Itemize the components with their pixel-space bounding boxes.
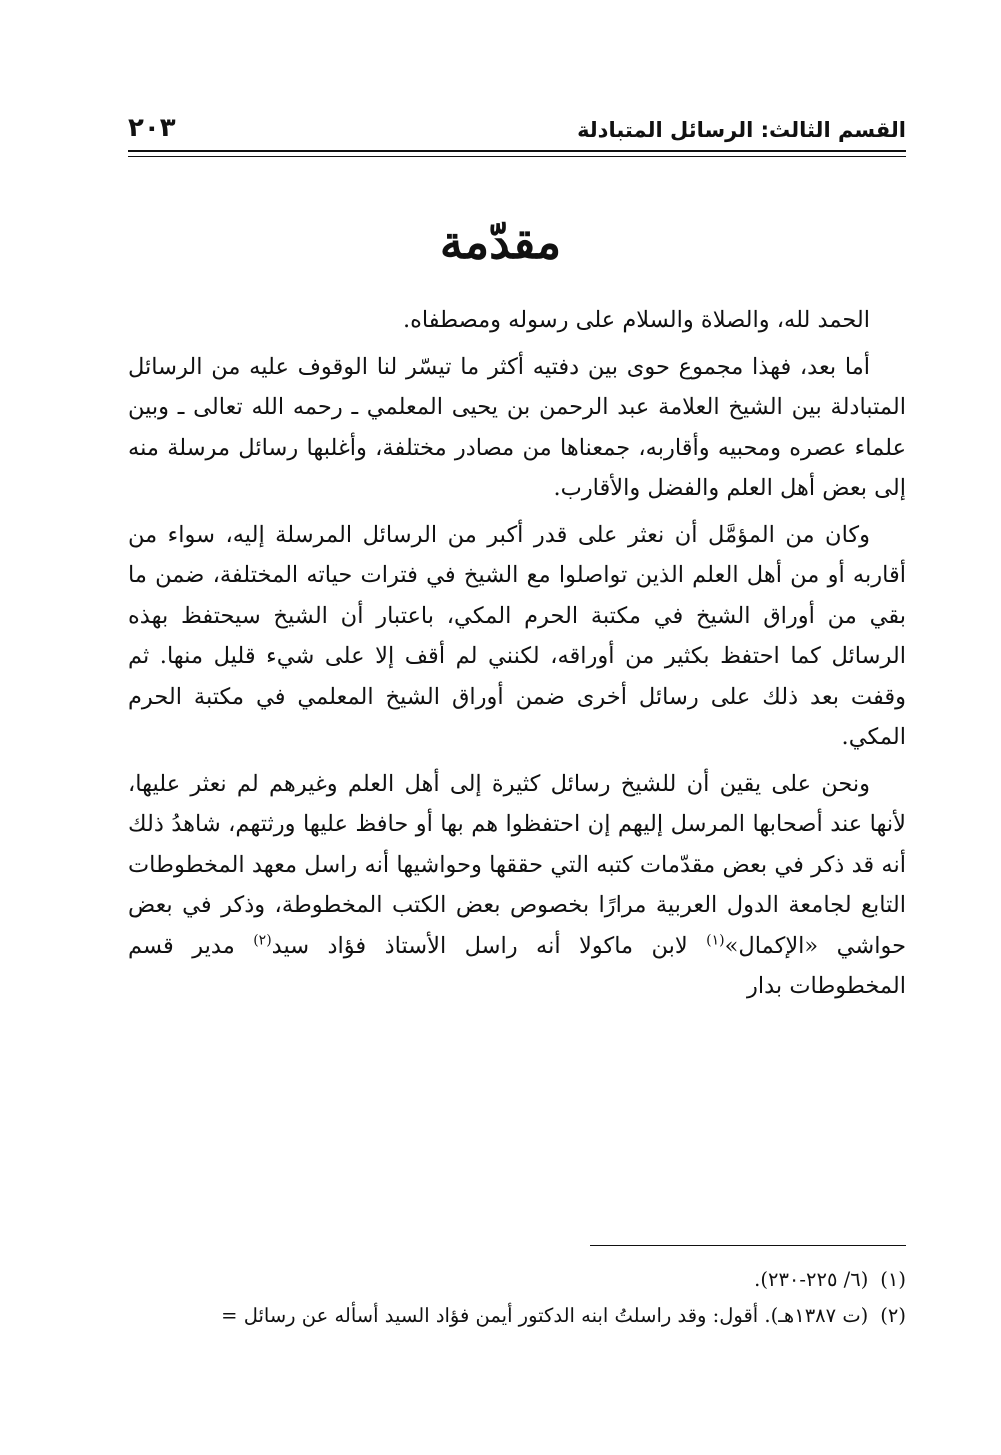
paragraph-3: وكان من المؤمَّل أن نعثر على قدر أكبر من الرسائل المرسلة إليه، سواء من أقاربه أو من أهل العلم الذين تواصلوا مع الشيخ في فترات حياته المختلفة، ضمن ما بقي من أوراق الشيخ في مكتبة الحرم المكي، باعتبار أن الشيخ سيحتفظ بهذه الرسائل كما احتفظ بكثير من أوراقه، لكنني لم أقف إلا على شيء قليل منها. ثم وقفت بعد ذلك على رسائل أخرى ضمن أوراق الشيخ المعلمي في مكتبة الحرم المكي. — [128, 521, 906, 750]
paragraph-4 — [128, 764, 906, 1007]
page-number: ٢٠٣ — [128, 113, 176, 143]
footnote-2-number: (٢) — [880, 1304, 906, 1327]
section-title: القسم الثالث: الرسائل المتبادلة — [577, 118, 906, 142]
chapter-title: مقدّمة — [439, 215, 562, 269]
body-text — [128, 300, 906, 1007]
paragraph-4-part-2: لابن ماكولا أنه راسل الأستاذ فؤاد سيد — [271, 932, 707, 959]
footnote-2 — [100, 1298, 906, 1334]
paragraph-2: أما بعد، فهذا مجموع حوى بين دفتيه أكثر ما تيسّر لنا الوقوف عليه من الرسائل المتبادلة بين الشيخ العلامة عبد الرحمن بن يحيى المعلمي ـ رحمه الله تعالى ـ وبين علماء عصره ومحبيه وأقاربه، جمعناها من مصادر مختلفة، وأغلبها رسائل مرسلة منه إلى بعض أهل العلم والفضل والأقارب. — [128, 353, 906, 501]
footnote-ref-2[interactable]: (٢) — [253, 932, 272, 948]
paragraph-1: الحمد لله، والصلاة والسلام على رسوله ومصطفاه. — [402, 307, 870, 333]
footnote-separator — [590, 1245, 906, 1246]
footnotes — [100, 1262, 906, 1334]
footnote-ref-1[interactable]: (١) — [706, 932, 725, 948]
header-rule — [128, 150, 906, 152]
footnote-1 — [100, 1262, 906, 1298]
paragraph-4-part-3: مدير قسم المخطوطات بدار — [128, 932, 906, 999]
paragraph-4-part-1: ونحن على يقين أن للشيخ رسائل كثيرة إلى أهل العلم وغيرهم لم نعثر عليها، لأنها عند أصحابها المرسل إليهم إن احتفظوا هم بها أو حافظ عليها ورثتهم، شاهدُ ذلك أنه قد ذكر في بعض مقدّمات كتبه التي حققها وحواشيها أنه راسل معهد المخطوطات التابع لجامعة الدول العربية مرارًا بخصوص بعض الكتب المخطوطة، وذكر في بعض حواشي «الإكمال» — [128, 770, 906, 959]
footnote-1-number: (١) — [880, 1268, 906, 1291]
running-header — [128, 112, 906, 152]
footnote-2-text: (ت ١٣٨٧هـ). أقول: وقد راسلتُ ابنه الدكتور أيمن فؤاد السيد أسأله عن رسائل = — [221, 1304, 869, 1327]
footnote-1-text: (٦/ ٢٢٥-٢٣٠). — [754, 1268, 869, 1291]
header-rule-thin — [128, 156, 906, 157]
